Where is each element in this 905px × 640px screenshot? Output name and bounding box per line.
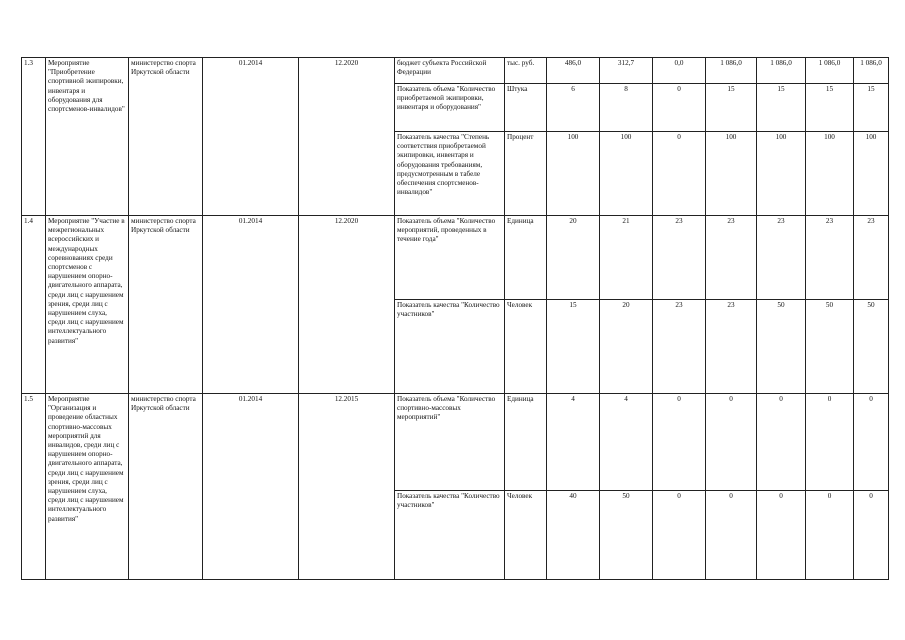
value-cell: 15 xyxy=(706,84,757,132)
executor: министерство спорта Иркутской области xyxy=(129,394,203,580)
value-cell: 21 xyxy=(600,216,653,300)
value-cell: 23 xyxy=(757,216,806,300)
table-row xyxy=(22,394,889,491)
unit: тыс. руб. xyxy=(505,58,547,84)
executor: министерство спорта Иркутской области xyxy=(129,216,203,394)
end-date: 12.2015 xyxy=(299,394,395,580)
unit: Единица xyxy=(505,394,547,491)
value-cell: 20 xyxy=(600,300,653,394)
unit: Штука xyxy=(505,84,547,132)
indicator: бюджет субъекта Российской Федерации xyxy=(395,58,505,84)
value-cell: 0 xyxy=(706,491,757,580)
value-cell: 8 xyxy=(600,84,653,132)
value-cell: 15 xyxy=(854,84,889,132)
event-name: Мероприятие "Организация и проведение областных спортивно-массовых мероприятий для инвалидов, среди лиц с нарушением опорно-двигательного аппарата, среди лиц с нарушением зрения, среди лиц с нарушением слуха, среди лиц с нарушением интеллектуального развития" xyxy=(46,394,129,580)
unit: Человек xyxy=(505,300,547,394)
end-date: 12.2020 xyxy=(299,58,395,216)
value-cell: 4 xyxy=(547,394,600,491)
value-cell: 23 xyxy=(653,216,706,300)
value-cell: 486,0 xyxy=(547,58,600,84)
unit: Единица xyxy=(505,216,547,300)
row-number: 1.5 xyxy=(22,394,46,580)
value-cell: 0 xyxy=(653,394,706,491)
value-cell: 23 xyxy=(706,300,757,394)
value-cell: 100 xyxy=(854,132,889,216)
indicator: Показатель качества "Количество участников" xyxy=(395,300,505,394)
value-cell: 100 xyxy=(600,132,653,216)
executor: министерство спорта Иркутской области xyxy=(129,58,203,216)
value-cell: 50 xyxy=(854,300,889,394)
row-number: 1.3 xyxy=(22,58,46,216)
value-cell: 23 xyxy=(653,300,706,394)
value-cell: 100 xyxy=(547,132,600,216)
table-row xyxy=(22,58,889,84)
value-cell: 0 xyxy=(653,84,706,132)
start-date: 01.2014 xyxy=(203,216,299,394)
value-cell: 0 xyxy=(653,132,706,216)
value-cell: 0 xyxy=(854,394,889,491)
indicator: Показатель качества "Количество участников" xyxy=(395,491,505,580)
unit: Человек xyxy=(505,491,547,580)
value-cell: 20 xyxy=(547,216,600,300)
value-cell: 40 xyxy=(547,491,600,580)
value-cell: 0 xyxy=(757,491,806,580)
indicator: Показатель качества "Степень соответствия приобретаемой экипировки, инвентаря и оборудования требованиям, предусмотренным в табеле обеспечения спортсменов-инвалидов" xyxy=(395,132,505,216)
value-cell: 312,7 xyxy=(600,58,653,84)
event-name: Мероприятие "Участие в межрегиональных всероссийских и международных соревнованиях среди спортсменов с нарушением опорно-двигательного аппарата, среди лиц с нарушением зрения, среди лиц с нарушением слуха, среди лиц с нарушением интеллектуального развития" xyxy=(46,216,129,394)
value-cell: 15 xyxy=(547,300,600,394)
value-cell: 50 xyxy=(757,300,806,394)
value-cell: 50 xyxy=(806,300,854,394)
value-cell: 0 xyxy=(706,394,757,491)
value-cell: 0 xyxy=(854,491,889,580)
unit: Процент xyxy=(505,132,547,216)
program-table xyxy=(21,57,889,580)
table-row xyxy=(22,216,889,300)
start-date: 01.2014 xyxy=(203,58,299,216)
value-cell: 100 xyxy=(806,132,854,216)
value-cell: 1 086,0 xyxy=(706,58,757,84)
value-cell: 15 xyxy=(757,84,806,132)
value-cell: 100 xyxy=(706,132,757,216)
value-cell: 1 086,0 xyxy=(806,58,854,84)
value-cell: 50 xyxy=(600,491,653,580)
value-cell: 0 xyxy=(653,491,706,580)
row-number: 1.4 xyxy=(22,216,46,394)
value-cell: 100 xyxy=(757,132,806,216)
value-cell: 23 xyxy=(806,216,854,300)
indicator: Показатель объема "Количество мероприятий, проведенных в течение года" xyxy=(395,216,505,300)
value-cell: 0,0 xyxy=(653,58,706,84)
end-date: 12.2020 xyxy=(299,216,395,394)
value-cell: 0 xyxy=(806,394,854,491)
start-date: 01.2014 xyxy=(203,394,299,580)
value-cell: 23 xyxy=(706,216,757,300)
indicator: Показатель объема "Количество приобретаемой экипировки, инвентаря и оборудования" xyxy=(395,84,505,132)
value-cell: 0 xyxy=(757,394,806,491)
value-cell: 15 xyxy=(806,84,854,132)
value-cell: 6 xyxy=(547,84,600,132)
value-cell: 1 086,0 xyxy=(757,58,806,84)
value-cell: 1 086,0 xyxy=(854,58,889,84)
value-cell: 0 xyxy=(806,491,854,580)
value-cell: 23 xyxy=(854,216,889,300)
indicator: Показатель объема "Количество спортивно-массовых мероприятий" xyxy=(395,394,505,491)
value-cell: 4 xyxy=(600,394,653,491)
event-name: Мероприятие "Приобретение спортивной экипировки, инвентаря и оборудования для спортсменов-инвалидов" xyxy=(46,58,129,216)
